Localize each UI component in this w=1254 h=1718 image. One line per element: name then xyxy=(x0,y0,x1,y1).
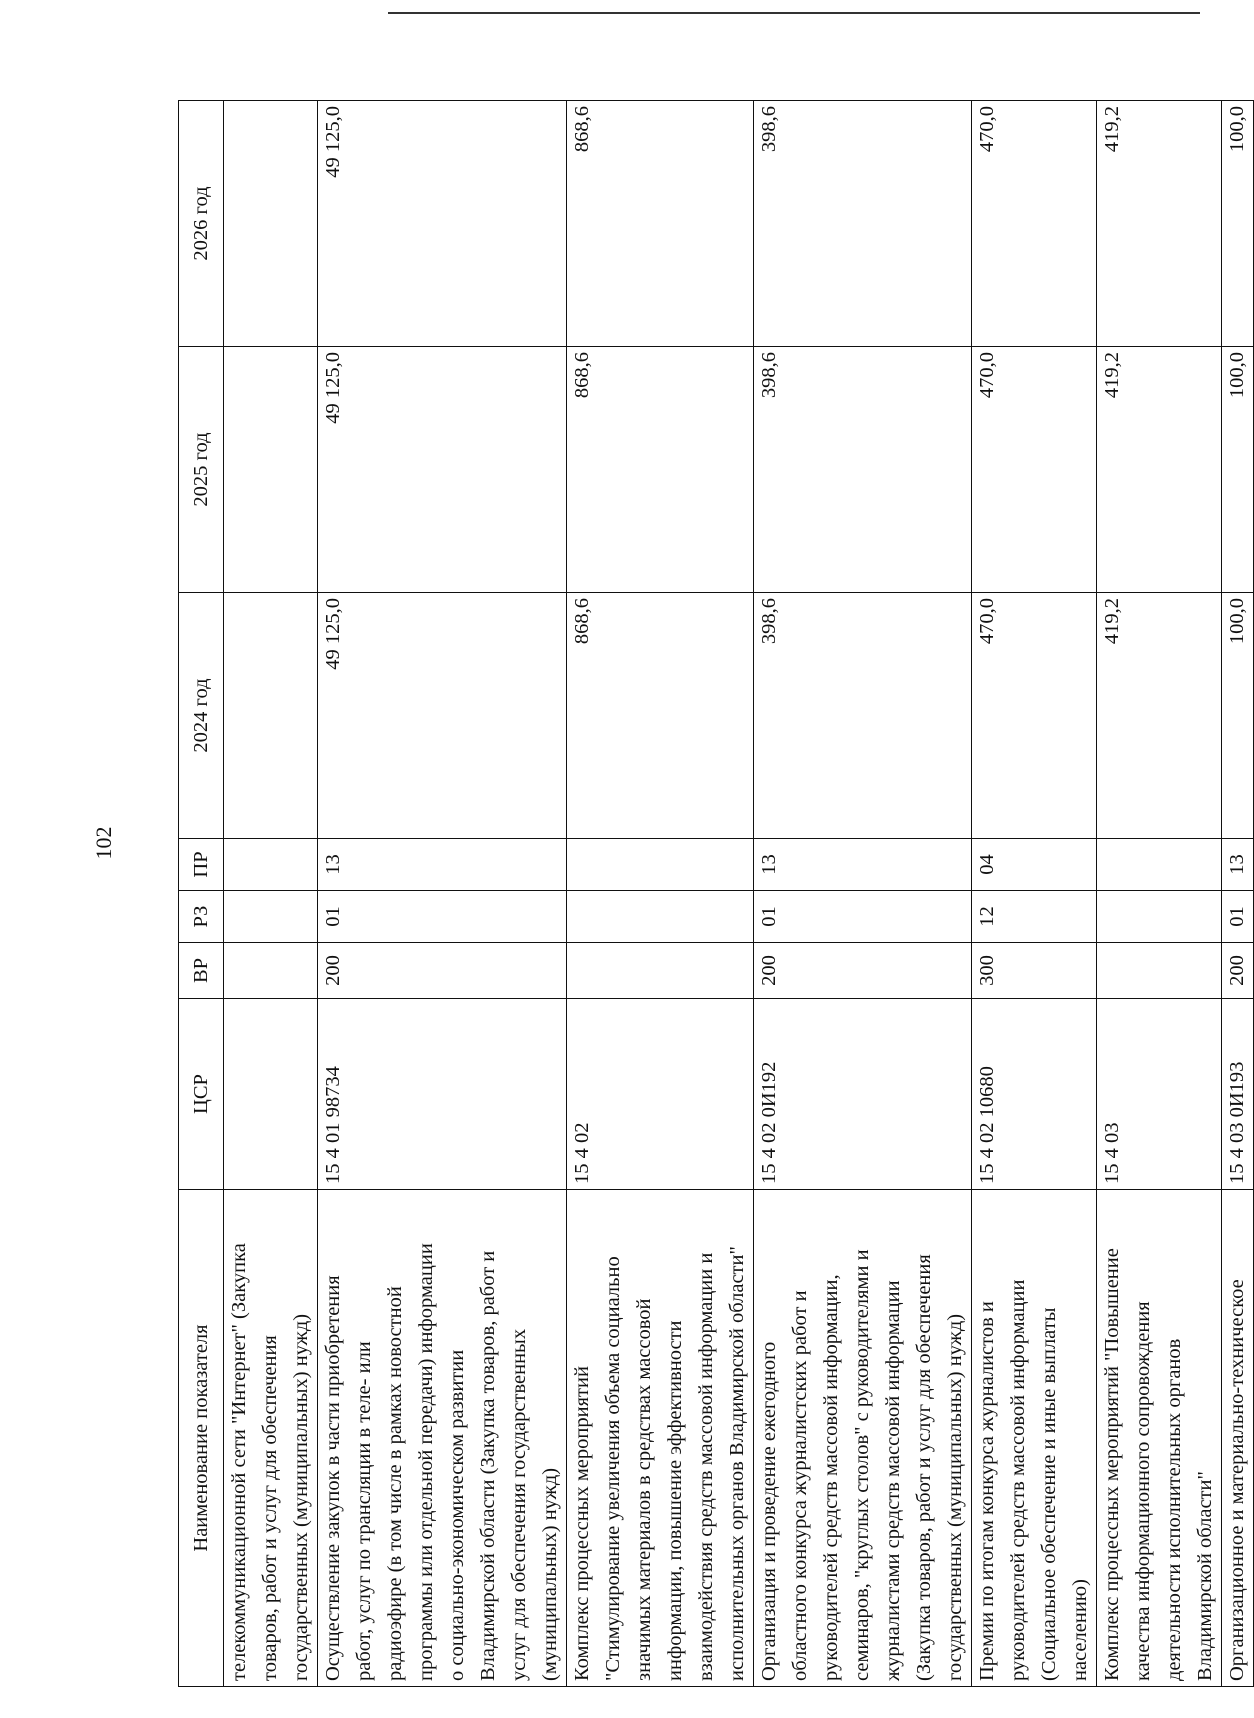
cell-y2024: 398,6 xyxy=(754,593,972,839)
cell-name xyxy=(1097,1190,1222,1687)
cell-pr xyxy=(1097,839,1222,891)
header-rz: РЗ xyxy=(179,891,224,943)
table-header-row xyxy=(179,101,224,1687)
header-2024: 2024 год xyxy=(179,593,224,839)
cell-y2024: 49 125,0 xyxy=(318,593,567,839)
cell-vr: 200 xyxy=(318,943,567,999)
cell-rz: 12 xyxy=(972,891,1097,943)
cell-y2026: 398,6 xyxy=(754,101,972,347)
cell-rz xyxy=(567,891,754,943)
cell-y2024: 100,0 xyxy=(1222,593,1254,839)
cell-vr xyxy=(224,943,318,999)
cell-y2026: 470,0 xyxy=(972,101,1097,347)
cell-y2025: 868,6 xyxy=(567,347,754,593)
table-row xyxy=(754,101,972,1687)
cell-vr: 200 xyxy=(754,943,972,999)
cell-text: Осуществление закупок в части приобретения работ, услуг по трансляции в теле- или радиоэфире (в том числе в рамках новостной программы или отдельной передачи) информации о социально-экономическом развитии Владимирской области (Закупка товаров, работ и услуг для обеспечения государственных (муниципальных) нужд) xyxy=(322,1243,561,1681)
cell-y2024: 470,0 xyxy=(972,593,1097,839)
table-row xyxy=(318,101,567,1687)
cell-text: Премии по итогам конкурса журналистов и руководителей средств массовой информации (Социальное обеспечение и иные выплаты населению) xyxy=(976,1279,1091,1681)
cell-rz xyxy=(1097,891,1222,943)
header-vr: ВР xyxy=(179,943,224,999)
header-pr: ПР xyxy=(179,839,224,891)
cell-csr: 15 4 03 0И193 xyxy=(1222,999,1254,1190)
cell-name xyxy=(224,1190,318,1687)
cell-csr: 15 4 03 xyxy=(1097,999,1222,1190)
cell-y2026: 868,6 xyxy=(567,101,754,347)
cell-name xyxy=(567,1190,754,1687)
cell-name xyxy=(754,1190,972,1687)
header-csr: ЦСР xyxy=(179,999,224,1190)
cell-vr: 200 xyxy=(1222,943,1254,999)
table-row xyxy=(1222,101,1254,1687)
cell-rz xyxy=(224,891,318,943)
cell-text: Организационное и материально-техническое xyxy=(1226,1279,1248,1681)
page-number: 102 xyxy=(91,826,116,860)
cell-y2024 xyxy=(224,593,318,839)
cell-name xyxy=(318,1190,567,1687)
cell-text: Комплекс процессных мероприятий "Стимулирование увеличения объема социально значимых материалов в средствах массовой информации, повышение эффективности взаимодействия средств массовой информации и исполнительных органов Владимирской области" xyxy=(571,1246,748,1681)
table-row xyxy=(567,101,754,1687)
header-2025: 2025 год xyxy=(179,347,224,593)
cell-pr: 13 xyxy=(754,839,972,891)
cell-vr: 300 xyxy=(972,943,1097,999)
cell-y2026 xyxy=(224,101,318,347)
cell-csr: 15 4 02 10680 xyxy=(972,999,1097,1190)
cell-csr: 15 4 01 98734 xyxy=(318,999,567,1190)
cell-y2024: 868,6 xyxy=(567,593,754,839)
cell-text: телекоммуникационной сети "Интернет" (Закупка товаров, работ и услуг для обеспечения государственных (муниципальных) нужд) xyxy=(228,1243,312,1681)
cell-vr xyxy=(567,943,754,999)
cell-text: Организация и проведение ежегодного областного конкурса журналистских работ и руководителей средств массовой информации, семинаров, "круглых столов" с руководителями и журналистами средств массовой информации (Закупка товаров, работ и услуг для обеспечения государственных (муниципальных) нужд) xyxy=(758,1249,966,1681)
cell-vr xyxy=(1097,943,1222,999)
budget-table xyxy=(178,100,1254,1687)
cell-pr: 13 xyxy=(1222,839,1254,891)
cell-csr: 15 4 02 xyxy=(567,999,754,1190)
cell-y2026: 100,0 xyxy=(1222,101,1254,347)
cell-rz: 01 xyxy=(1222,891,1254,943)
cell-csr xyxy=(224,999,318,1190)
table-row xyxy=(972,101,1097,1687)
cell-pr: 04 xyxy=(972,839,1097,891)
cell-rz: 01 xyxy=(754,891,972,943)
header-2026: 2026 год xyxy=(179,101,224,347)
cell-y2025: 419,2 xyxy=(1097,347,1222,593)
cell-name xyxy=(1222,1190,1254,1687)
cell-y2025: 100,0 xyxy=(1222,347,1254,593)
table-row xyxy=(1097,101,1222,1687)
cell-pr: 13 xyxy=(318,839,567,891)
cell-rz: 01 xyxy=(318,891,567,943)
rotated-table-container xyxy=(178,100,1248,1687)
cell-y2025: 398,6 xyxy=(754,347,972,593)
cell-text: Комплекс процессных мероприятий "Повышение качества информационного сопровождения деятельности исполнительных органов Владимирской области" xyxy=(1101,1248,1216,1681)
cell-y2026: 419,2 xyxy=(1097,101,1222,347)
cell-y2025: 470,0 xyxy=(972,347,1097,593)
cell-name xyxy=(972,1190,1097,1687)
cell-pr xyxy=(224,839,318,891)
top-rule xyxy=(388,12,1200,14)
table-body xyxy=(224,101,1254,1687)
cell-pr xyxy=(567,839,754,891)
cell-y2025 xyxy=(224,347,318,593)
cell-y2025: 49 125,0 xyxy=(318,347,567,593)
cell-y2024: 419,2 xyxy=(1097,593,1222,839)
table-row xyxy=(224,101,318,1687)
header-name: Наименование показателя xyxy=(179,1190,224,1687)
cell-y2026: 49 125,0 xyxy=(318,101,567,347)
cell-csr: 15 4 02 0И192 xyxy=(754,999,972,1190)
